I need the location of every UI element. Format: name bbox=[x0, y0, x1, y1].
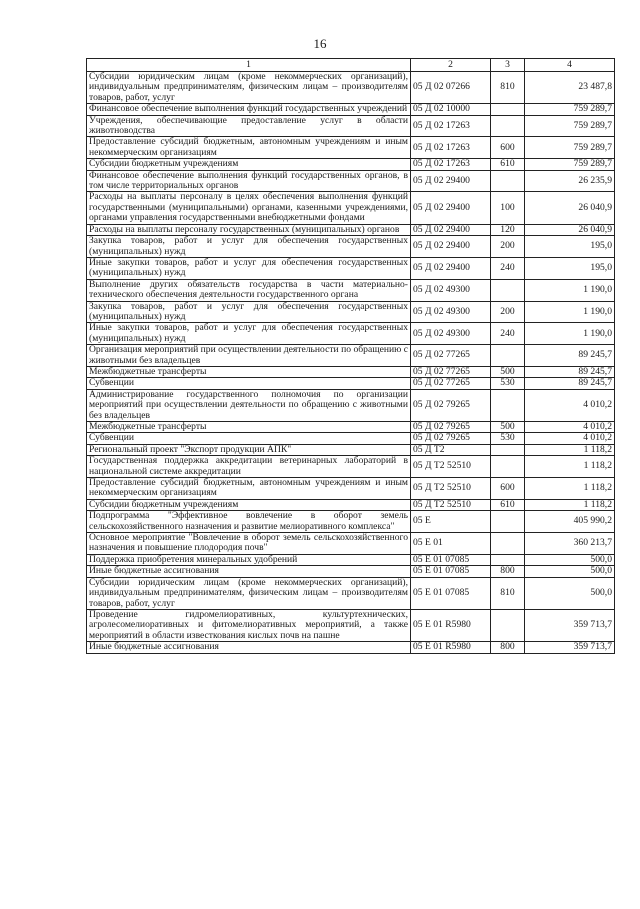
table-row bbox=[87, 72, 615, 104]
row-code: 05 Д 02 77265 bbox=[411, 345, 491, 367]
table-row bbox=[87, 159, 615, 170]
row-name: Предоставление субсидий бюджетным, автономным учреждениям и иным некоммерческим организациям bbox=[87, 137, 411, 159]
row-amount: 1 118,2 bbox=[525, 499, 615, 510]
row-amount: 1 190,0 bbox=[525, 279, 615, 301]
row-name: Администрирование государственного полномочия по организации мероприятий при осуществлении деятельности по обращению с животными без владельцев bbox=[87, 389, 411, 421]
table-row bbox=[87, 115, 615, 137]
row-code: 05 Д 02 79265 bbox=[411, 389, 491, 421]
row-name: Иные закупки товаров, работ и услуг для обеспечения государственных (муниципальных) нужд bbox=[87, 323, 411, 345]
table-row bbox=[87, 642, 615, 653]
row-expense-type: 500 bbox=[491, 422, 525, 433]
table-row bbox=[87, 456, 615, 478]
table-row bbox=[87, 422, 615, 433]
row-code: 05 Е bbox=[411, 511, 491, 533]
row-name: Проведение гидромелиоративных, культуртехнических, агролесомелиоративных и фитомелиоративных мероприятий, а также мероприятий в области известкования кислых почв на пашне bbox=[87, 609, 411, 641]
row-name: Межбюджетные трансферты bbox=[87, 366, 411, 377]
row-expense-type: 240 bbox=[491, 257, 525, 279]
row-amount: 1 118,2 bbox=[525, 444, 615, 455]
row-code: 05 Е 01 R5980 bbox=[411, 609, 491, 641]
row-amount: 500,0 bbox=[525, 566, 615, 577]
row-amount: 89 245,7 bbox=[525, 366, 615, 377]
row-code: 05 Д 02 77265 bbox=[411, 366, 491, 377]
row-name: Государственная поддержка аккредитации ветеринарных лабораторий в национальной системе аккредитации bbox=[87, 456, 411, 478]
row-name: Организация мероприятий при осуществлении деятельности по обращению с животными без владельцев bbox=[87, 345, 411, 367]
row-expense-type bbox=[491, 533, 525, 555]
row-code: 05 Д 02 17263 bbox=[411, 159, 491, 170]
row-amount: 195,0 bbox=[525, 257, 615, 279]
row-expense-type: 800 bbox=[491, 642, 525, 653]
table-body bbox=[87, 72, 615, 654]
row-amount: 89 245,7 bbox=[525, 378, 615, 389]
row-code: 05 Е 01 07085 bbox=[411, 566, 491, 577]
row-code: 05 Д 02 79265 bbox=[411, 422, 491, 433]
row-expense-type: 530 bbox=[491, 378, 525, 389]
row-name: Иные закупки товаров, работ и услуг для обеспечения государственных (муниципальных) нужд bbox=[87, 257, 411, 279]
row-amount: 1 118,2 bbox=[525, 456, 615, 478]
column-header: 3 bbox=[491, 59, 525, 72]
row-expense-type: 100 bbox=[491, 192, 525, 224]
table-row bbox=[87, 257, 615, 279]
table-row bbox=[87, 554, 615, 565]
row-code: 05 Д 02 29400 bbox=[411, 257, 491, 279]
table-row bbox=[87, 499, 615, 510]
row-name: Подпрограмма "Эффективное вовлечение в оборот земель сельскохозяйственного назначения и развитие мелиоративного комплекса" bbox=[87, 511, 411, 533]
row-amount: 359 713,7 bbox=[525, 609, 615, 641]
row-name: Выполнение других обязательств государства в части материально-технического обеспечения деятельности государственного органа bbox=[87, 279, 411, 301]
row-amount: 1 190,0 bbox=[525, 323, 615, 345]
row-expense-type bbox=[491, 444, 525, 455]
row-amount: 1 190,0 bbox=[525, 301, 615, 323]
row-code: 05 Д 02 49300 bbox=[411, 279, 491, 301]
row-amount: 26 235,9 bbox=[525, 170, 615, 192]
row-name: Иные бюджетные ассигнования bbox=[87, 566, 411, 577]
row-name: Расходы на выплаты персоналу государственных (муниципальных) органов bbox=[87, 224, 411, 235]
row-amount: 405 990,2 bbox=[525, 511, 615, 533]
table-row bbox=[87, 366, 615, 377]
row-name: Закупка товаров, работ и услуг для обеспечения государственных (муниципальных) нужд bbox=[87, 301, 411, 323]
table-row bbox=[87, 609, 615, 641]
table-row bbox=[87, 279, 615, 301]
row-amount: 759 289,7 bbox=[525, 115, 615, 137]
row-amount: 195,0 bbox=[525, 236, 615, 258]
row-code: 05 Е 01 07085 bbox=[411, 554, 491, 565]
row-amount: 89 245,7 bbox=[525, 345, 615, 367]
table-row bbox=[87, 137, 615, 159]
row-code: 05 Д 02 29400 bbox=[411, 170, 491, 192]
header-row bbox=[87, 59, 615, 72]
row-expense-type bbox=[491, 554, 525, 565]
row-amount: 1 118,2 bbox=[525, 478, 615, 500]
table-row bbox=[87, 478, 615, 500]
row-amount: 359 713,7 bbox=[525, 642, 615, 653]
row-code: 05 Д 02 10000 bbox=[411, 104, 491, 115]
row-amount: 759 289,7 bbox=[525, 137, 615, 159]
table-row bbox=[87, 170, 615, 192]
row-code: 05 Д 02 49300 bbox=[411, 323, 491, 345]
row-expense-type: 610 bbox=[491, 499, 525, 510]
row-name: Основное мероприятие "Вовлечение в оборот земель сельскохозяйственного назначения и повышение плодородия почв" bbox=[87, 533, 411, 555]
row-expense-type bbox=[491, 609, 525, 641]
row-name: Субсидии бюджетным учреждениям bbox=[87, 159, 411, 170]
row-code: 05 Е 01 bbox=[411, 533, 491, 555]
row-expense-type: 530 bbox=[491, 433, 525, 444]
row-name: Иные бюджетные ассигнования bbox=[87, 642, 411, 653]
table-row bbox=[87, 577, 615, 609]
row-amount: 759 289,7 bbox=[525, 159, 615, 170]
table-row bbox=[87, 323, 615, 345]
row-expense-type bbox=[491, 389, 525, 421]
row-expense-type: 240 bbox=[491, 323, 525, 345]
row-code: 05 Д Т2 bbox=[411, 444, 491, 455]
row-amount: 4 010,2 bbox=[525, 422, 615, 433]
row-amount: 500,0 bbox=[525, 554, 615, 565]
row-name: Финансовое обеспечение выполнения функций государственных органов, в том числе территориальных органов bbox=[87, 170, 411, 192]
row-name: Субсидии бюджетным учреждениям bbox=[87, 499, 411, 510]
table-row bbox=[87, 433, 615, 444]
row-amount: 26 040,9 bbox=[525, 192, 615, 224]
row-expense-type: 200 bbox=[491, 236, 525, 258]
row-name: Субвенции bbox=[87, 433, 411, 444]
row-expense-type bbox=[491, 115, 525, 137]
table-row bbox=[87, 444, 615, 455]
row-name: Субсидии юридическим лицам (кроме некоммерческих организаций), индивидуальным предпринимателям, физическим лицам – производителям товаров, работ, услуг bbox=[87, 72, 411, 104]
table-row bbox=[87, 533, 615, 555]
row-code: 05 Д 02 49300 bbox=[411, 301, 491, 323]
row-expense-type: 800 bbox=[491, 566, 525, 577]
table-row bbox=[87, 301, 615, 323]
row-amount: 500,0 bbox=[525, 577, 615, 609]
page-number: 16 bbox=[313, 36, 327, 51]
row-expense-type: 500 bbox=[491, 366, 525, 377]
row-name: Межбюджетные трансферты bbox=[87, 422, 411, 433]
table-row bbox=[87, 236, 615, 258]
row-name: Субвенции bbox=[87, 378, 411, 389]
budget-table bbox=[86, 58, 615, 654]
table-row bbox=[87, 192, 615, 224]
row-expense-type: 810 bbox=[491, 72, 525, 104]
row-expense-type bbox=[491, 170, 525, 192]
row-amount: 26 040,9 bbox=[525, 224, 615, 235]
row-name: Финансовое обеспечение выполнения функций государственных учреждений bbox=[87, 104, 411, 115]
row-code: 05 Д 02 17263 bbox=[411, 115, 491, 137]
row-name: Предоставление субсидий бюджетным, автономным учреждениям и иным некоммерческим организациям bbox=[87, 478, 411, 500]
row-name: Учреждения, обеспечивающие предоставление услуг в области животноводства bbox=[87, 115, 411, 137]
row-amount: 759 289,7 bbox=[525, 104, 615, 115]
row-expense-type bbox=[491, 456, 525, 478]
row-expense-type: 810 bbox=[491, 577, 525, 609]
row-amount: 360 213,7 bbox=[525, 533, 615, 555]
table-row bbox=[87, 345, 615, 367]
row-expense-type: 120 bbox=[491, 224, 525, 235]
row-expense-type bbox=[491, 345, 525, 367]
row-name: Поддержка приобретения минеральных удобрений bbox=[87, 554, 411, 565]
row-amount: 23 487,8 bbox=[525, 72, 615, 104]
row-code: 05 Д 02 29400 bbox=[411, 224, 491, 235]
row-expense-type: 610 bbox=[491, 159, 525, 170]
table-row bbox=[87, 224, 615, 235]
row-amount: 4 010,2 bbox=[525, 389, 615, 421]
row-amount: 4 010,2 bbox=[525, 433, 615, 444]
row-code: 05 Д 02 29400 bbox=[411, 236, 491, 258]
row-code: 05 Д Т2 52510 bbox=[411, 456, 491, 478]
row-expense-type bbox=[491, 104, 525, 115]
row-code: 05 Д 02 17263 bbox=[411, 137, 491, 159]
row-code: 05 Е 01 R5980 bbox=[411, 642, 491, 653]
row-name: Расходы на выплаты персоналу в целях обеспечения выполнения функций государственными (муниципальными) органами, казенными учреждениями, органами управления государственными внебюджетными фондами bbox=[87, 192, 411, 224]
row-code: 05 Е 01 07085 bbox=[411, 577, 491, 609]
table-row bbox=[87, 389, 615, 421]
row-code: 05 Д Т2 52510 bbox=[411, 499, 491, 510]
table-row bbox=[87, 511, 615, 533]
row-code: 05 Д 02 29400 bbox=[411, 192, 491, 224]
row-expense-type: 600 bbox=[491, 137, 525, 159]
row-code: 05 Д 02 77265 bbox=[411, 378, 491, 389]
column-header: 1 bbox=[87, 59, 411, 72]
table-row bbox=[87, 566, 615, 577]
row-code: 05 Д Т2 52510 bbox=[411, 478, 491, 500]
row-expense-type: 600 bbox=[491, 478, 525, 500]
column-header: 2 bbox=[411, 59, 491, 72]
row-expense-type bbox=[491, 511, 525, 533]
table-row bbox=[87, 378, 615, 389]
row-expense-type bbox=[491, 279, 525, 301]
column-header: 4 bbox=[525, 59, 615, 72]
row-code: 05 Д 02 79265 bbox=[411, 433, 491, 444]
row-code: 05 Д 02 07266 bbox=[411, 72, 491, 104]
row-expense-type: 200 bbox=[491, 301, 525, 323]
row-name: Закупка товаров, работ и услуг для обеспечения государственных (муниципальных) нужд bbox=[87, 236, 411, 258]
table-row bbox=[87, 104, 615, 115]
row-name: Субсидии юридическим лицам (кроме некоммерческих организаций), индивидуальным предпринимателям, физическим лицам – производителям товаров, работ, услуг bbox=[87, 577, 411, 609]
row-name: Региональный проект "Экспорт продукции АПК" bbox=[87, 444, 411, 455]
